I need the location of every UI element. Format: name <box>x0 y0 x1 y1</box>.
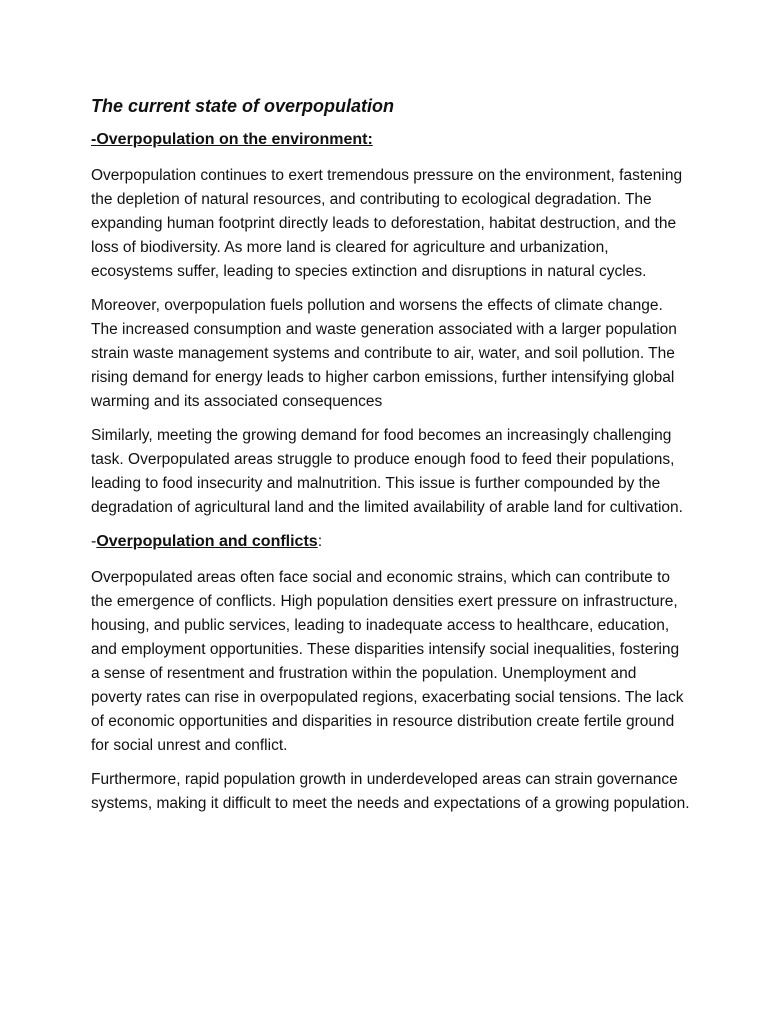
section-heading-conflicts <box>91 530 691 554</box>
paragraph-conflicts-2: Furthermore, rapid population growth in underdeveloped areas can strain governance systems, making it difficult to meet the needs and expectations of a growing population. <box>91 771 690 812</box>
paragraph-environment-3: Similarly, meeting the growing demand for food becomes an increasingly challenging task. Overpopulated areas struggle to produce enough food to feed their populations, leading to food insecurity and malnutrition. This issue is further compounded by the degradation of agricultural land and the limited availability of arable land for cultivation. <box>91 427 683 516</box>
paragraph-environment-1: Overpopulation continues to exert tremendous pressure on the environment, fastening the depletion of natural resources, and contributing to ecological degradation. The expanding human footprint directly leads to deforestation, habitat destruction, and the loss of biodiversity. As more land is cleared for agriculture and urbanization, ecosystems suffer, leading to species extinction and disruptions in natural cycles. <box>91 167 683 280</box>
paragraph-environment-2: Moreover, overpopulation fuels pollution and worsens the effects of climate change. The increased consumption and waste generation associated with a larger population strain waste management systems and contribute to air, water, and soil pollution. The rising demand for energy leads to higher carbon emissions, further intensifying global warming and its associated consequences <box>91 297 677 410</box>
section-heading-conflicts-suffix: : <box>317 533 323 550</box>
section-heading-environment <box>91 128 691 152</box>
paragraph-conflicts-1: Overpopulated areas often face social and economic strains, which can contribute to the emergence of conflicts. High population densities exert pressure on infrastructure, housing, and public services, leading to inadequate access to healthcare, education, and employment opportunities. These disparities intensify social inequalities, fostering a sense of resentment and frustration within the population. Unemployment and poverty rates can rise in overpopulated regions, exacerbating social tensions. The lack of economic opportunities and disparities in resource distribution create fertile ground for social unrest and conflict. <box>91 569 684 754</box>
section-heading-environment-text: Overpopulation on the environment: <box>96 131 373 148</box>
section-heading-environment-prefix: - <box>91 131 97 148</box>
section-heading-conflicts-prefix: - <box>91 533 97 550</box>
document-body <box>91 92 691 826</box>
section-heading-conflicts-text: Overpopulation and conflicts <box>96 533 318 550</box>
document-title: The current state of overpopulation <box>91 96 395 116</box>
